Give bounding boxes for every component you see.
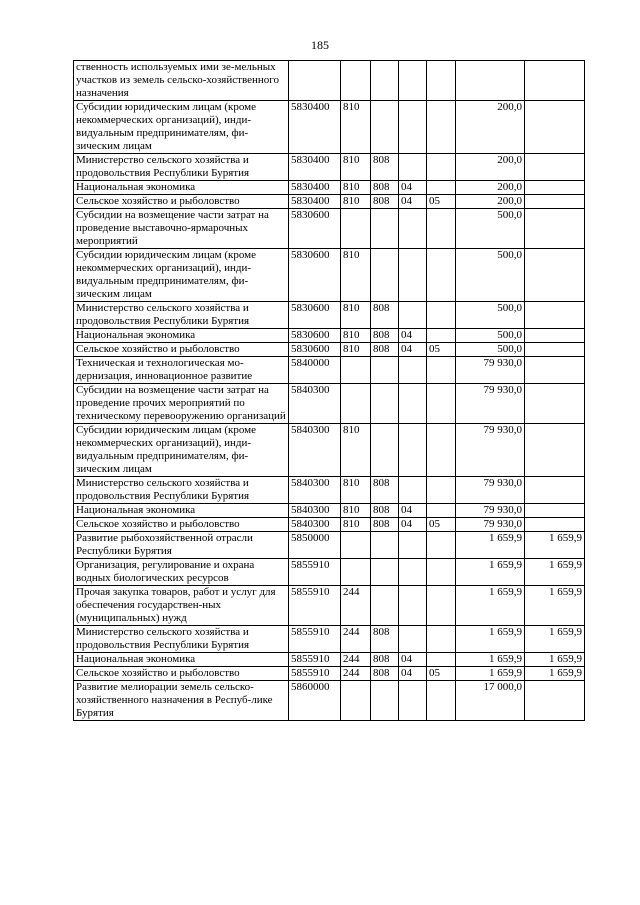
expense-type-code-cell bbox=[341, 357, 371, 384]
amount-year-1-cell bbox=[456, 61, 525, 101]
subsection-code-cell bbox=[427, 424, 456, 477]
target-article-code-cell: 5855910 bbox=[289, 667, 341, 681]
ministry-code-cell: 808 bbox=[371, 343, 399, 357]
row-name-cell: Министерство сельского хозяйства и продовольствия Республики Бурятия bbox=[74, 302, 289, 329]
amount-year-1-cell: 1 659,9 bbox=[456, 667, 525, 681]
section-code-cell bbox=[399, 586, 427, 626]
target-article-code-cell: 5840000 bbox=[289, 357, 341, 384]
ministry-code-cell bbox=[371, 357, 399, 384]
expense-type-code-cell: 810 bbox=[341, 249, 371, 302]
row-name-cell: Субсидии на возмещение части затрат на проведение прочих мероприятий по техническому перевооружению организаций bbox=[74, 384, 289, 424]
amount-year-2-cell bbox=[525, 343, 585, 357]
section-code-cell: 04 bbox=[399, 181, 427, 195]
ministry-code-cell: 808 bbox=[371, 195, 399, 209]
amount-year-2-cell bbox=[525, 504, 585, 518]
amount-year-2-cell bbox=[525, 357, 585, 384]
expense-type-code-cell: 810 bbox=[341, 329, 371, 343]
table-row bbox=[74, 626, 585, 653]
section-code-cell bbox=[399, 532, 427, 559]
target-article-code-cell: 5830600 bbox=[289, 302, 341, 329]
amount-year-2-cell bbox=[525, 329, 585, 343]
amount-year-2-cell: 1 659,9 bbox=[525, 586, 585, 626]
subsection-code-cell: 05 bbox=[427, 518, 456, 532]
ministry-code-cell: 808 bbox=[371, 181, 399, 195]
amount-year-2-cell bbox=[525, 477, 585, 504]
target-article-code-cell: 5855910 bbox=[289, 586, 341, 626]
row-name-cell: Субсидии на возмещение части затрат на проведение выставочно-ярмарочных мероприятий bbox=[74, 209, 289, 249]
table-row bbox=[74, 101, 585, 154]
section-code-cell bbox=[399, 477, 427, 504]
target-article-code-cell: 5830600 bbox=[289, 209, 341, 249]
table-row bbox=[74, 504, 585, 518]
target-article-code-cell: 5855910 bbox=[289, 653, 341, 667]
ministry-code-cell bbox=[371, 384, 399, 424]
ministry-code-cell: 808 bbox=[371, 302, 399, 329]
expense-type-code-cell: 810 bbox=[341, 154, 371, 181]
section-code-cell: 04 bbox=[399, 504, 427, 518]
expense-type-code-cell: 810 bbox=[341, 504, 371, 518]
budget-table-body bbox=[74, 61, 585, 721]
expense-type-code-cell: 810 bbox=[341, 477, 371, 504]
table-row bbox=[74, 477, 585, 504]
amount-year-1-cell: 1 659,9 bbox=[456, 653, 525, 667]
subsection-code-cell bbox=[427, 209, 456, 249]
amount-year-1-cell: 200,0 bbox=[456, 195, 525, 209]
row-name-cell: Сельское хозяйство и рыболовство bbox=[74, 518, 289, 532]
table-row bbox=[74, 357, 585, 384]
table-row bbox=[74, 681, 585, 721]
table-row bbox=[74, 653, 585, 667]
amount-year-2-cell: 1 659,9 bbox=[525, 559, 585, 586]
table-row bbox=[74, 518, 585, 532]
ministry-code-cell: 808 bbox=[371, 504, 399, 518]
section-code-cell bbox=[399, 626, 427, 653]
section-code-cell bbox=[399, 302, 427, 329]
subsection-code-cell bbox=[427, 532, 456, 559]
ministry-code-cell bbox=[371, 681, 399, 721]
target-article-code-cell: 5830600 bbox=[289, 329, 341, 343]
amount-year-1-cell: 79 930,0 bbox=[456, 384, 525, 424]
table-row bbox=[74, 302, 585, 329]
table-row bbox=[74, 667, 585, 681]
section-code-cell bbox=[399, 101, 427, 154]
subsection-code-cell: 05 bbox=[427, 195, 456, 209]
section-code-cell bbox=[399, 61, 427, 101]
expense-type-code-cell bbox=[341, 559, 371, 586]
table-row bbox=[74, 384, 585, 424]
expense-type-code-cell: 244 bbox=[341, 653, 371, 667]
table-row bbox=[74, 532, 585, 559]
target-article-code-cell: 5855910 bbox=[289, 559, 341, 586]
row-name-cell: Развитие рыбохозяйственной отрасли Республики Бурятия bbox=[74, 532, 289, 559]
expense-type-code-cell: 810 bbox=[341, 181, 371, 195]
expense-type-code-cell: 810 bbox=[341, 302, 371, 329]
table-row bbox=[74, 329, 585, 343]
subsection-code-cell bbox=[427, 181, 456, 195]
table-row bbox=[74, 249, 585, 302]
subsection-code-cell: 05 bbox=[427, 667, 456, 681]
ministry-code-cell: 808 bbox=[371, 518, 399, 532]
amount-year-2-cell bbox=[525, 181, 585, 195]
amount-year-2-cell bbox=[525, 249, 585, 302]
subsection-code-cell bbox=[427, 559, 456, 586]
amount-year-2-cell bbox=[525, 209, 585, 249]
row-name-cell: Национальная экономика bbox=[74, 181, 289, 195]
expense-type-code-cell bbox=[341, 681, 371, 721]
subsection-code-cell bbox=[427, 61, 456, 101]
subsection-code-cell bbox=[427, 653, 456, 667]
target-article-code-cell: 5830600 bbox=[289, 343, 341, 357]
amount-year-1-cell: 1 659,9 bbox=[456, 559, 525, 586]
subsection-code-cell bbox=[427, 504, 456, 518]
section-code-cell: 04 bbox=[399, 329, 427, 343]
amount-year-2-cell bbox=[525, 154, 585, 181]
amount-year-2-cell bbox=[525, 384, 585, 424]
expense-type-code-cell: 810 bbox=[341, 101, 371, 154]
amount-year-1-cell: 500,0 bbox=[456, 249, 525, 302]
row-name-cell: Министерство сельского хозяйства и продовольствия Республики Бурятия bbox=[74, 154, 289, 181]
expense-type-code-cell bbox=[341, 61, 371, 101]
row-name-cell: Министерство сельского хозяйства и продовольствия Республики Бурятия bbox=[74, 626, 289, 653]
table-row bbox=[74, 195, 585, 209]
amount-year-1-cell: 1 659,9 bbox=[456, 532, 525, 559]
amount-year-1-cell: 500,0 bbox=[456, 209, 525, 249]
amount-year-2-cell bbox=[525, 424, 585, 477]
ministry-code-cell: 808 bbox=[371, 626, 399, 653]
amount-year-1-cell: 17 000,0 bbox=[456, 681, 525, 721]
target-article-code-cell: 5840300 bbox=[289, 424, 341, 477]
ministry-code-cell: 808 bbox=[371, 653, 399, 667]
row-name-cell: Субсидии юридическим лицам (кроме некоммерческих организаций), инди-видуальным предпринимателям, фи-зическим лицам bbox=[74, 249, 289, 302]
subsection-code-cell bbox=[427, 249, 456, 302]
ministry-code-cell: 808 bbox=[371, 154, 399, 181]
ministry-code-cell bbox=[371, 559, 399, 586]
expense-type-code-cell: 244 bbox=[341, 626, 371, 653]
row-name-cell: Сельское хозяйство и рыболовство bbox=[74, 667, 289, 681]
amount-year-2-cell: 1 659,9 bbox=[525, 667, 585, 681]
amount-year-2-cell bbox=[525, 302, 585, 329]
amount-year-1-cell: 79 930,0 bbox=[456, 518, 525, 532]
section-code-cell bbox=[399, 681, 427, 721]
row-name-cell: Национальная экономика bbox=[74, 329, 289, 343]
amount-year-1-cell: 200,0 bbox=[456, 101, 525, 154]
amount-year-1-cell: 79 930,0 bbox=[456, 477, 525, 504]
row-name-cell: Прочая закупка товаров, работ и услуг для обеспечения государствен-ных (муниципальных) нужд bbox=[74, 586, 289, 626]
section-code-cell: 04 bbox=[399, 653, 427, 667]
target-article-code-cell: 5850000 bbox=[289, 532, 341, 559]
subsection-code-cell bbox=[427, 626, 456, 653]
amount-year-1-cell: 79 930,0 bbox=[456, 357, 525, 384]
budget-table bbox=[73, 60, 585, 721]
amount-year-2-cell bbox=[525, 681, 585, 721]
table-row bbox=[74, 209, 585, 249]
section-code-cell bbox=[399, 424, 427, 477]
amount-year-1-cell: 79 930,0 bbox=[456, 504, 525, 518]
section-code-cell bbox=[399, 249, 427, 302]
section-code-cell: 04 bbox=[399, 518, 427, 532]
section-code-cell: 04 bbox=[399, 195, 427, 209]
amount-year-1-cell: 500,0 bbox=[456, 302, 525, 329]
expense-type-code-cell bbox=[341, 384, 371, 424]
amount-year-1-cell: 200,0 bbox=[456, 181, 525, 195]
row-name-cell: Развитие мелиорации земель сельско-хозяйственного назначения в Респуб-лике Бурятия bbox=[74, 681, 289, 721]
amount-year-2-cell: 1 659,9 bbox=[525, 532, 585, 559]
table-row bbox=[74, 424, 585, 477]
subsection-code-cell bbox=[427, 384, 456, 424]
expense-type-code-cell bbox=[341, 532, 371, 559]
subsection-code-cell bbox=[427, 586, 456, 626]
table-row bbox=[74, 181, 585, 195]
amount-year-1-cell: 200,0 bbox=[456, 154, 525, 181]
table-row bbox=[74, 61, 585, 101]
table-row bbox=[74, 154, 585, 181]
subsection-code-cell bbox=[427, 477, 456, 504]
row-name-cell: Сельское хозяйство и рыболовство bbox=[74, 195, 289, 209]
expense-type-code-cell: 810 bbox=[341, 195, 371, 209]
subsection-code-cell: 05 bbox=[427, 343, 456, 357]
subsection-code-cell bbox=[427, 302, 456, 329]
ministry-code-cell: 808 bbox=[371, 329, 399, 343]
ministry-code-cell bbox=[371, 586, 399, 626]
target-article-code-cell: 5830400 bbox=[289, 101, 341, 154]
target-article-code-cell: 5840300 bbox=[289, 477, 341, 504]
amount-year-2-cell bbox=[525, 195, 585, 209]
row-name-cell: Министерство сельского хозяйства и продовольствия Республики Бурятия bbox=[74, 477, 289, 504]
row-name-cell: Организация, регулирование и охрана водных биологических ресурсов bbox=[74, 559, 289, 586]
ministry-code-cell: 808 bbox=[371, 477, 399, 504]
subsection-code-cell bbox=[427, 154, 456, 181]
target-article-code-cell: 5830600 bbox=[289, 249, 341, 302]
row-name-cell: Сельское хозяйство и рыболовство bbox=[74, 343, 289, 357]
row-name-cell: Субсидии юридическим лицам (кроме некоммерческих организаций), инди-видуальным предпринимателям, фи-зическим лицам bbox=[74, 424, 289, 477]
amount-year-1-cell: 1 659,9 bbox=[456, 626, 525, 653]
amount-year-2-cell bbox=[525, 61, 585, 101]
expense-type-code-cell: 810 bbox=[341, 343, 371, 357]
target-article-code-cell: 5840300 bbox=[289, 504, 341, 518]
amount-year-1-cell: 500,0 bbox=[456, 343, 525, 357]
section-code-cell: 04 bbox=[399, 667, 427, 681]
row-name-cell: Национальная экономика bbox=[74, 653, 289, 667]
row-name-cell: ственность используемых ими зе-мельных участков из земель сельско-хозяйственного назначения bbox=[74, 61, 289, 101]
table-row bbox=[74, 343, 585, 357]
table-row bbox=[74, 586, 585, 626]
section-code-cell bbox=[399, 559, 427, 586]
amount-year-2-cell: 1 659,9 bbox=[525, 626, 585, 653]
ministry-code-cell: 808 bbox=[371, 667, 399, 681]
section-code-cell bbox=[399, 154, 427, 181]
target-article-code-cell: 5830400 bbox=[289, 181, 341, 195]
target-article-code-cell: 5840300 bbox=[289, 384, 341, 424]
subsection-code-cell bbox=[427, 329, 456, 343]
ministry-code-cell bbox=[371, 209, 399, 249]
expense-type-code-cell: 810 bbox=[341, 424, 371, 477]
ministry-code-cell bbox=[371, 424, 399, 477]
ministry-code-cell bbox=[371, 532, 399, 559]
amount-year-1-cell: 79 930,0 bbox=[456, 424, 525, 477]
section-code-cell bbox=[399, 384, 427, 424]
page-number: 185 bbox=[311, 38, 329, 52]
target-article-code-cell: 5830400 bbox=[289, 195, 341, 209]
amount-year-1-cell: 1 659,9 bbox=[456, 586, 525, 626]
expense-type-code-cell: 244 bbox=[341, 667, 371, 681]
target-article-code-cell: 5855910 bbox=[289, 626, 341, 653]
target-article-code-cell: 5860000 bbox=[289, 681, 341, 721]
ministry-code-cell bbox=[371, 61, 399, 101]
section-code-cell bbox=[399, 209, 427, 249]
section-code-cell: 04 bbox=[399, 343, 427, 357]
expense-type-code-cell bbox=[341, 209, 371, 249]
target-article-code-cell: 5840300 bbox=[289, 518, 341, 532]
amount-year-2-cell: 1 659,9 bbox=[525, 653, 585, 667]
subsection-code-cell bbox=[427, 357, 456, 384]
target-article-code-cell: 5830400 bbox=[289, 154, 341, 181]
ministry-code-cell bbox=[371, 101, 399, 154]
row-name-cell: Субсидии юридическим лицам (кроме некоммерческих организаций), инди-видуальным предпринимателям, фи-зическим лицам bbox=[74, 101, 289, 154]
expense-type-code-cell: 244 bbox=[341, 586, 371, 626]
section-code-cell bbox=[399, 357, 427, 384]
table-row bbox=[74, 559, 585, 586]
subsection-code-cell bbox=[427, 681, 456, 721]
amount-year-2-cell bbox=[525, 101, 585, 154]
amount-year-1-cell: 500,0 bbox=[456, 329, 525, 343]
target-article-code-cell bbox=[289, 61, 341, 101]
ministry-code-cell bbox=[371, 249, 399, 302]
row-name-cell: Техническая и технологическая мо-дернизация, инновационное развитие bbox=[74, 357, 289, 384]
row-name-cell: Национальная экономика bbox=[74, 504, 289, 518]
amount-year-2-cell bbox=[525, 518, 585, 532]
subsection-code-cell bbox=[427, 101, 456, 154]
expense-type-code-cell: 810 bbox=[341, 518, 371, 532]
